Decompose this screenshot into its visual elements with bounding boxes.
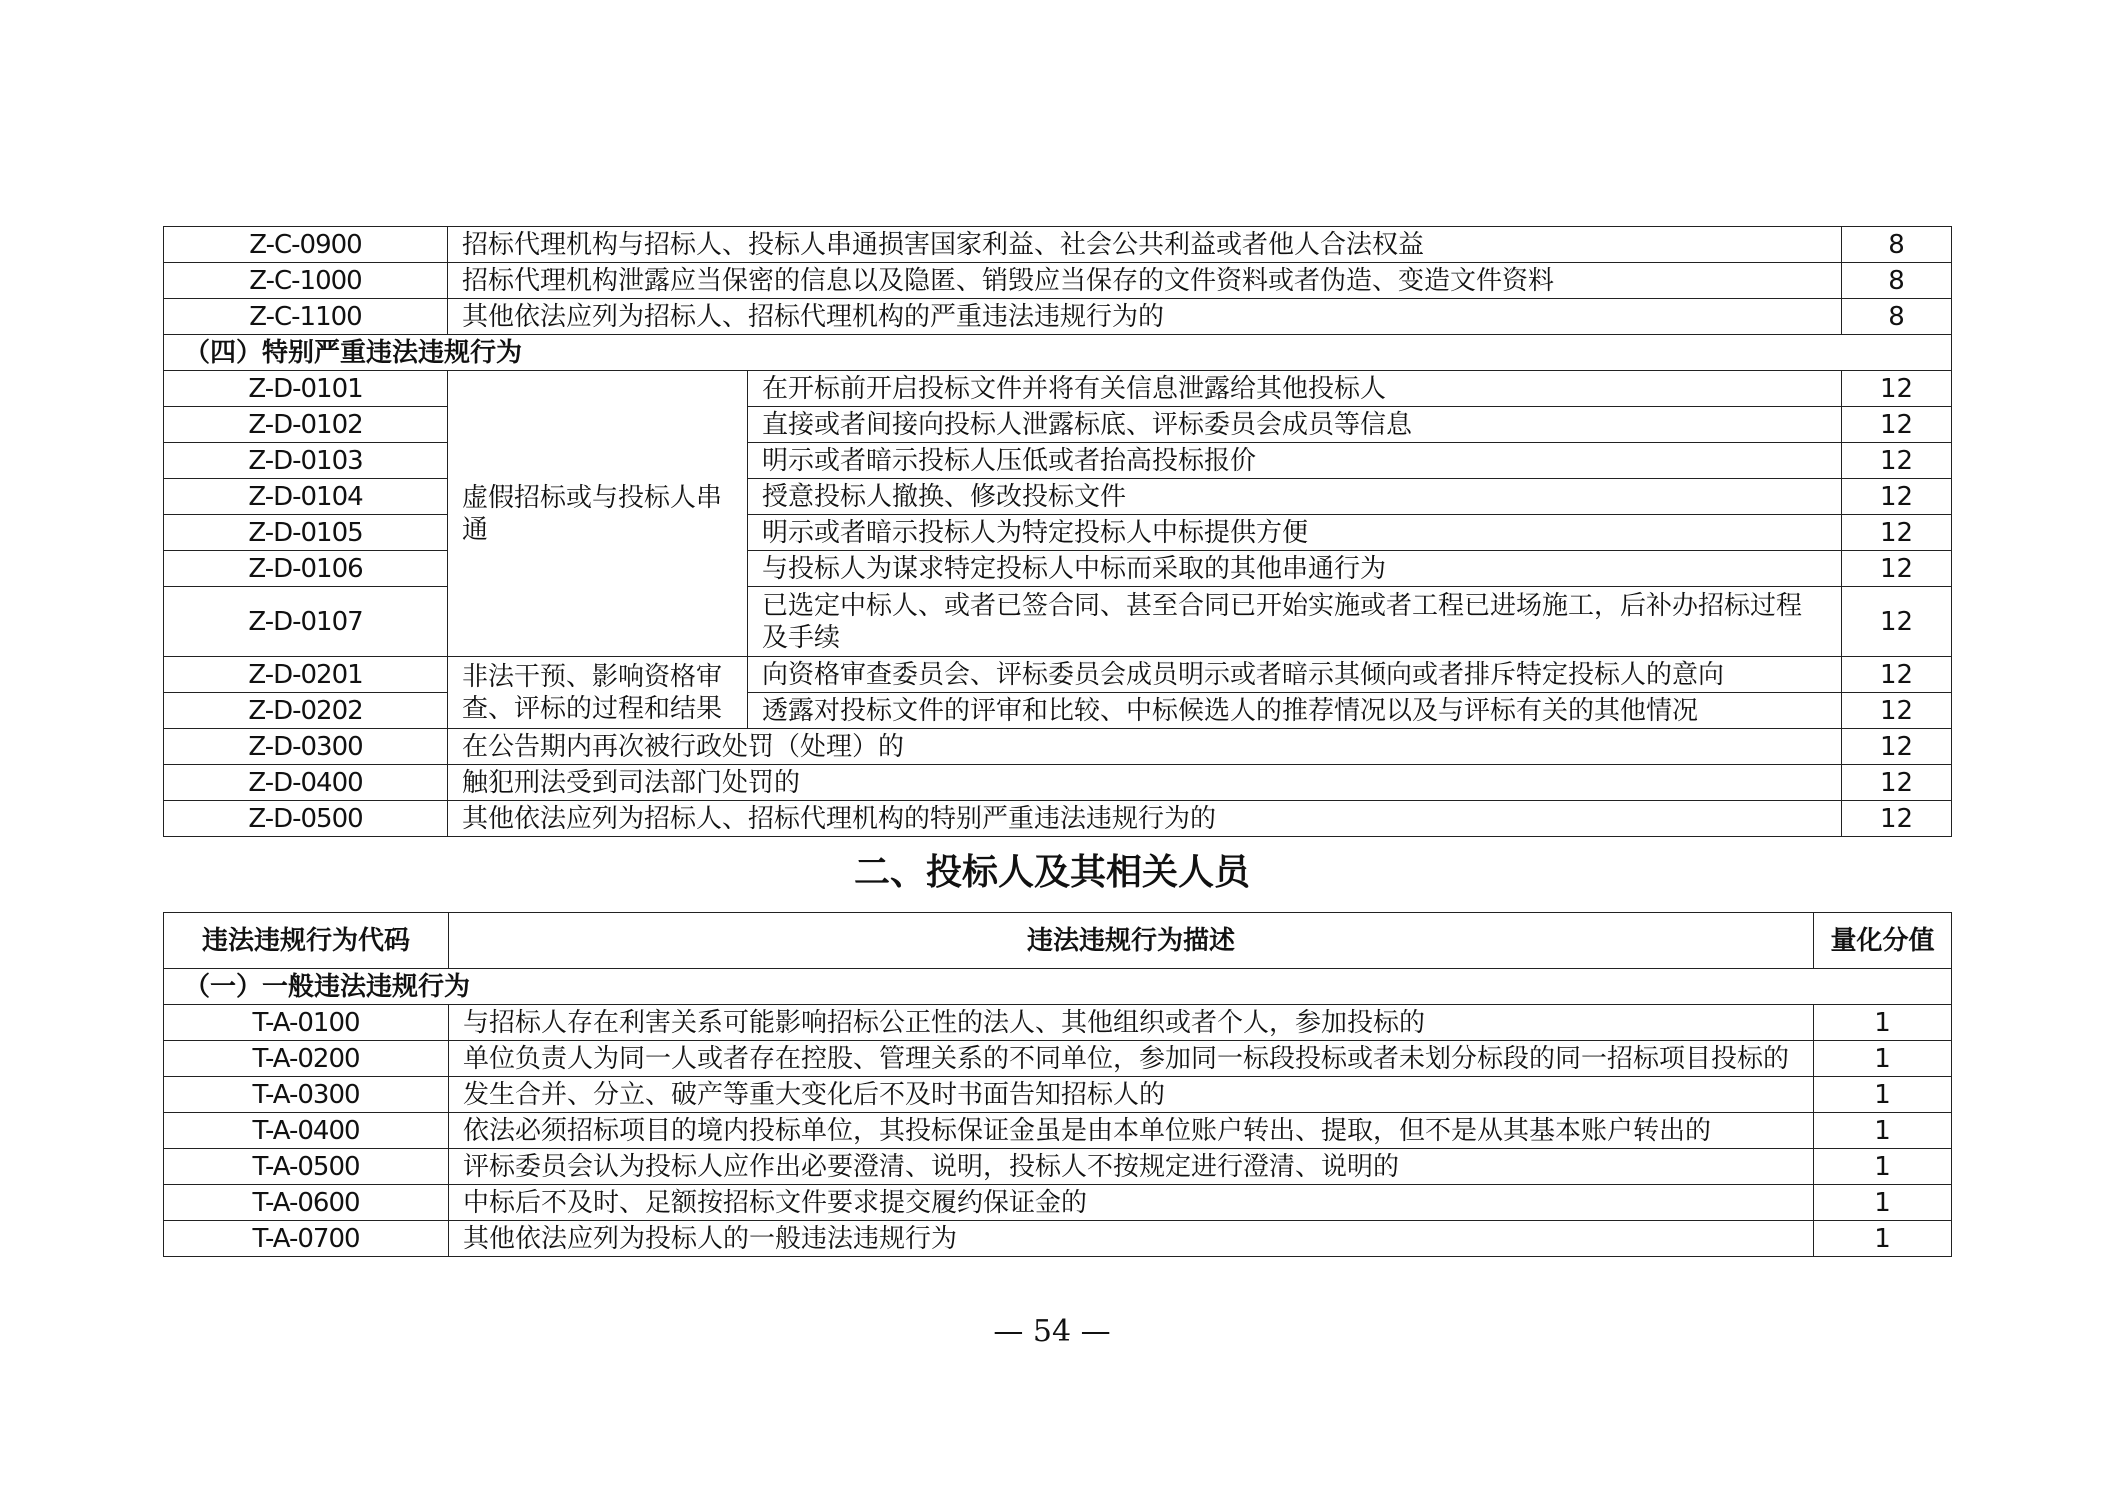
row-score: 1 [1814, 1077, 1952, 1113]
row-score: 12 [1842, 657, 1952, 693]
row-code: Z-C-1000 [164, 263, 448, 299]
row-code: T-A-0200 [164, 1041, 449, 1077]
row-score: 1 [1814, 1185, 1952, 1221]
row-description: 评标委员会认为投标人应作出必要澄清、说明，投标人不按规定进行澄清、说明的 [449, 1149, 1814, 1185]
row-score: 12 [1842, 587, 1952, 657]
table-header-row [164, 913, 1952, 969]
row-description: 其他依法应列为投标人的一般违法违规行为 [449, 1221, 1814, 1257]
row-description: 与投标人为谋求特定投标人中标而采取的其他串通行为 [748, 551, 1842, 587]
table-row [164, 407, 1952, 443]
row-score: 12 [1842, 407, 1952, 443]
row-code: T-A-0300 [164, 1077, 449, 1113]
table-row [164, 479, 1952, 515]
row-score: 8 [1842, 299, 1952, 335]
row-score: 12 [1842, 801, 1952, 837]
row-description: 触犯刑法受到司法部门处罚的 [448, 765, 1842, 801]
row-description: 依法必须招标项目的境内投标单位，其投标保证金虽是由本单位账户转出、提取，但不是从其基本账户转出的 [449, 1113, 1814, 1149]
row-score: 12 [1842, 551, 1952, 587]
table-row [164, 227, 1952, 263]
row-code: Z-D-0201 [164, 657, 448, 693]
row-score: 12 [1842, 765, 1952, 801]
row-code: Z-D-0103 [164, 443, 448, 479]
row-score: 12 [1842, 443, 1952, 479]
row-description: 单位负责人为同一人或者存在控股、管理关系的不同单位，参加同一标段投标或者未划分标段的同一招标项目投标的 [449, 1041, 1814, 1077]
section-row [164, 335, 1952, 371]
group-label: 非法干预、影响资格审查、评标的过程和结果 [448, 657, 748, 729]
section-title: 二、投标人及其相关人员 [853, 851, 1250, 893]
table-row [164, 765, 1952, 801]
row-code: Z-D-0104 [164, 479, 448, 515]
column-header-description: 违法违规行为描述 [449, 913, 1814, 969]
row-score: 12 [1842, 729, 1952, 765]
row-description: 直接或者间接向投标人泄露标底、评标委员会成员等信息 [748, 407, 1842, 443]
table-row [164, 587, 1952, 657]
column-header-code: 违法违规行为代码 [164, 913, 449, 969]
row-code: Z-D-0202 [164, 693, 448, 729]
row-code: Z-C-0900 [164, 227, 448, 263]
table-row [164, 515, 1952, 551]
table-row [164, 551, 1952, 587]
row-score: 12 [1842, 693, 1952, 729]
row-code: Z-D-0107 [164, 587, 448, 657]
table-row [164, 1185, 1952, 1221]
table-row [164, 263, 1952, 299]
row-code: Z-D-0500 [164, 801, 448, 837]
row-score: 1 [1814, 1005, 1952, 1041]
table-row [164, 657, 1952, 693]
row-code: T-A-0700 [164, 1221, 449, 1257]
table-row [164, 1113, 1952, 1149]
row-description: 发生合并、分立、破产等重大变化后不及时书面告知招标人的 [449, 1077, 1814, 1113]
row-description: 在公告期内再次被行政处罚（处理）的 [448, 729, 1842, 765]
page-number: — 54 — [993, 1314, 1111, 1349]
row-code: T-A-0400 [164, 1113, 449, 1149]
table-row [164, 371, 1952, 407]
row-code: Z-D-0400 [164, 765, 448, 801]
table-row [164, 1005, 1952, 1041]
row-code: Z-D-0300 [164, 729, 448, 765]
row-description: 已选定中标人、或者已签合同、甚至合同已开始实施或者工程已进场施工，后补办招标过程及手续 [748, 587, 1842, 657]
table-row [164, 1077, 1952, 1113]
row-description: 透露对投标文件的评审和比较、中标候选人的推荐情况以及与评标有关的其他情况 [748, 693, 1842, 729]
violations-table-bidder [163, 912, 1952, 1257]
row-score: 1 [1814, 1149, 1952, 1185]
row-score: 1 [1814, 1041, 1952, 1077]
row-description: 招标代理机构与招标人、投标人串通损害国家利益、社会公共利益或者他人合法权益 [448, 227, 1842, 263]
row-score: 8 [1842, 227, 1952, 263]
row-description: 明示或者暗示投标人为特定投标人中标提供方便 [748, 515, 1842, 551]
column-header-score: 量化分值 [1814, 913, 1952, 969]
row-description: 授意投标人撤换、修改投标文件 [748, 479, 1842, 515]
row-description: 明示或者暗示投标人压低或者抬高投标报价 [748, 443, 1842, 479]
row-score: 12 [1842, 515, 1952, 551]
row-score: 12 [1842, 479, 1952, 515]
row-code: T-A-0100 [164, 1005, 449, 1041]
row-code: Z-D-0102 [164, 407, 448, 443]
row-description: 向资格审查委员会、评标委员会成员明示或者暗示其倾向或者排斥特定投标人的意向 [748, 657, 1842, 693]
row-code: Z-D-0105 [164, 515, 448, 551]
row-score: 12 [1842, 371, 1952, 407]
row-description: 中标后不及时、足额按招标文件要求提交履约保证金的 [449, 1185, 1814, 1221]
row-description: 其他依法应列为招标人、招标代理机构的特别严重违法违规行为的 [448, 801, 1842, 837]
row-score: 1 [1814, 1221, 1952, 1257]
row-description: 招标代理机构泄露应当保密的信息以及隐匿、销毁应当保存的文件资料或者伪造、变造文件资料 [448, 263, 1842, 299]
violations-table-tenderer [163, 226, 1952, 837]
table-row [164, 1041, 1952, 1077]
group-label: 虚假招标或与投标人串通 [448, 371, 748, 657]
table-row [164, 1221, 1952, 1257]
table-row [164, 801, 1952, 837]
table-row [164, 729, 1952, 765]
row-code: Z-C-1100 [164, 299, 448, 335]
table-row [164, 693, 1952, 729]
row-description: 其他依法应列为招标人、招标代理机构的严重违法违规行为的 [448, 299, 1842, 335]
row-code: T-A-0600 [164, 1185, 449, 1221]
section-row [164, 969, 1952, 1005]
table-row [164, 443, 1952, 479]
row-description: 与招标人存在利害关系可能影响招标公正性的法人、其他组织或者个人，参加投标的 [449, 1005, 1814, 1041]
row-code: Z-D-0101 [164, 371, 448, 407]
row-code: T-A-0500 [164, 1149, 449, 1185]
section-heading: （四）特别严重违法违规行为 [164, 335, 1952, 371]
row-code: Z-D-0106 [164, 551, 448, 587]
section-heading: （一）一般违法违规行为 [164, 969, 1952, 1005]
row-score: 8 [1842, 263, 1952, 299]
row-description: 在开标前开启投标文件并将有关信息泄露给其他投标人 [748, 371, 1842, 407]
table-row [164, 299, 1952, 335]
row-score: 1 [1814, 1113, 1952, 1149]
table-row [164, 1149, 1952, 1185]
